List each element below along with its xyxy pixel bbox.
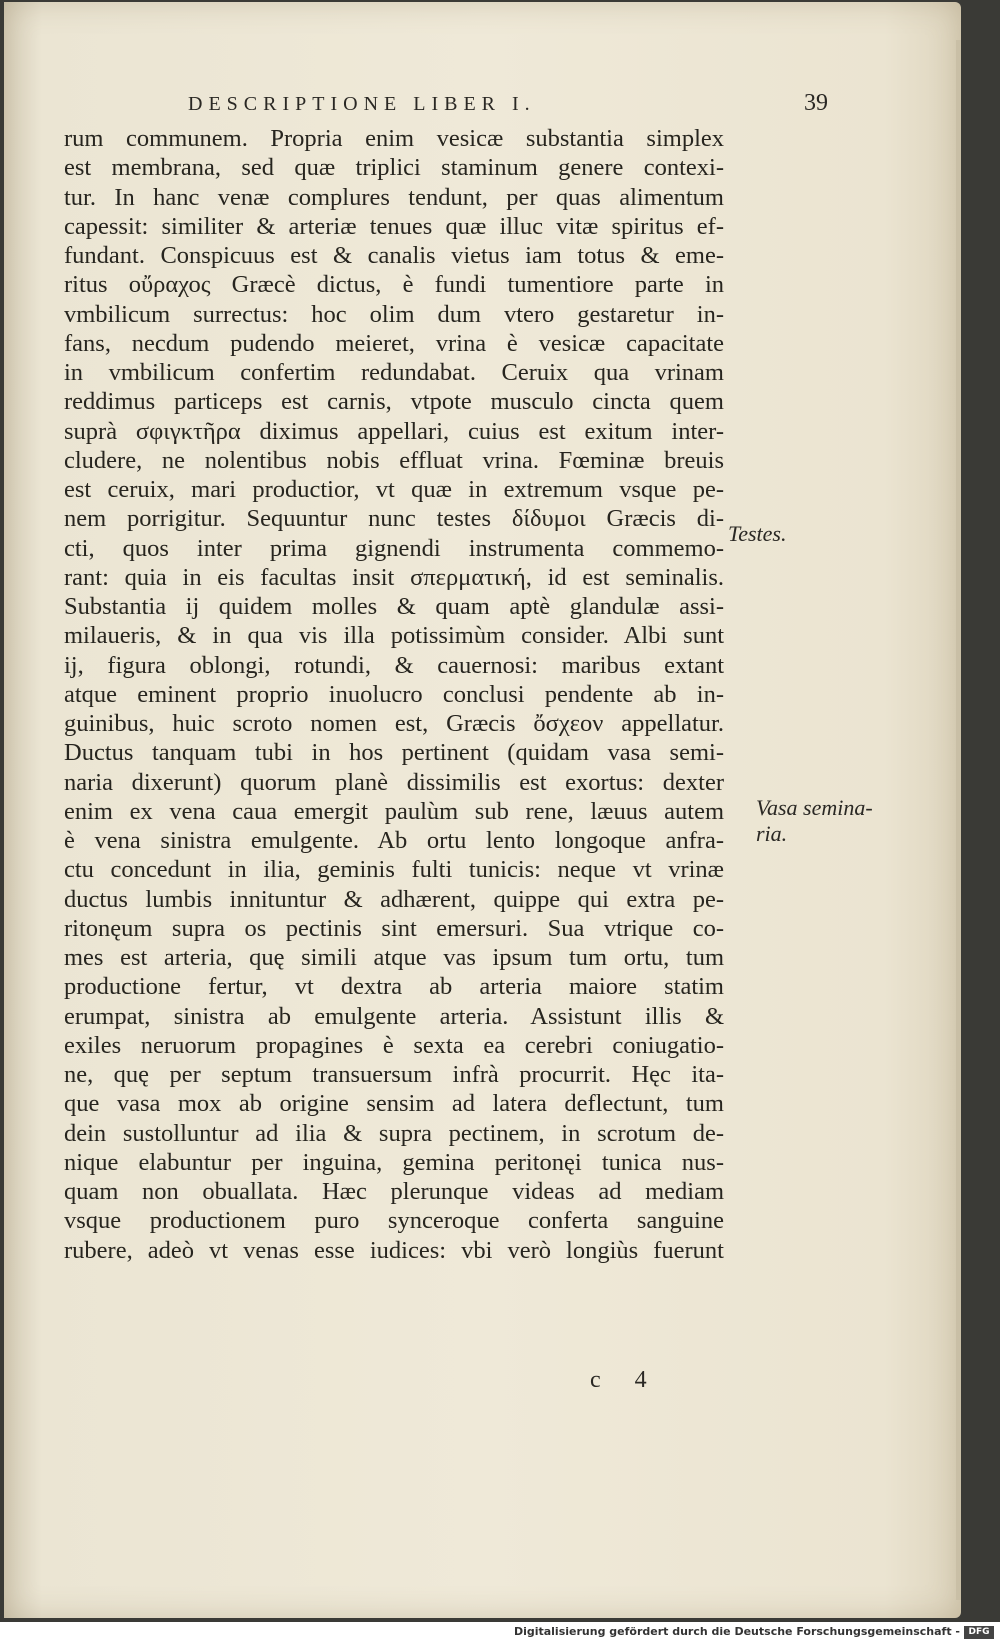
text-line: Substantia ij quidem molles & quam aptè glandulæ assi- xyxy=(64,593,724,620)
funding-credit: Digitalisierung gefördert durch die Deutsche Forschungsgemeinschaft - xyxy=(513,1625,960,1638)
text-line: nique elabuntur per inguina, gemina peritonęi tunica nus- xyxy=(64,1148,724,1176)
margin-note-line: Vasa semina- xyxy=(756,795,873,820)
text-line: vsque productionem puro synceroque conferta sanguine xyxy=(64,1207,724,1235)
margin-note-testes xyxy=(728,521,786,547)
text-line: è vena sinistra emulgente. Ab ortu lento longoque anfra- xyxy=(64,827,724,854)
text-line: tur. In hanc venæ complures tendunt, per quas alimentum xyxy=(64,183,724,211)
text-line: quam non obuallata. Hæc plerunque videas ad mediam xyxy=(64,1178,724,1205)
text-line: rum communem. Propria enim vesicæ substantia simplex xyxy=(64,125,724,152)
text-line: ij, figura oblongi, rotundi, & cauernosi: maribus extant xyxy=(64,651,724,679)
text-line: erumpat, sinistra ab emulgente arteria. Assistunt illis & xyxy=(64,1002,724,1030)
body-text xyxy=(64,124,724,1265)
text-line: capessit: similiter & arteriæ tenues quæ illuc vitæ spiritus ef- xyxy=(64,212,724,240)
text-line: est membrana, sed quæ triplici staminum genere contexi- xyxy=(64,154,724,182)
text-line: rant: quia in eis facultas insit σπερματική, id est seminalis. xyxy=(64,563,724,591)
text-line: atque eminent proprio inuolucro conclusi pendente ab in- xyxy=(64,680,724,708)
running-head: DESCRIPTIONE LIBER I. xyxy=(188,93,536,115)
margin-note-line: Testes. xyxy=(728,521,787,546)
text-line: suprà σφιγκτῆρα diximus appellari, cuius est exitum inter- xyxy=(64,417,724,445)
text-line: ductus lumbis innituntur & adhærent, quippe qui extra pe- xyxy=(64,885,724,913)
text-line: est ceruix, mari productior, vt quæ in extremum vsque pe- xyxy=(64,476,724,503)
text-line: rubere, adeò vt venas esse iudices: vbi verò longiùs fuerunt xyxy=(64,1236,724,1264)
text-line: ctu concedunt in ilia, geminis fulti tunicis: neque vt vrinæ xyxy=(64,856,724,884)
margin-note-line: ria. xyxy=(756,821,788,846)
text-line: naria dixerunt) quorum planè dissimilis est exortus: dexter xyxy=(64,768,724,796)
text-line: guinibus, huic scroto nomen est, Græcis ὄσχεον appellatur. xyxy=(64,710,724,737)
text-line: cludere, ne nolentibus nobis effluat vrina. Fœminæ breuis xyxy=(64,446,724,474)
signature-mark: c 4 xyxy=(590,1367,661,1393)
footer-bar xyxy=(0,1622,1000,1643)
text-line: fundant. Conspicuus est & canalis vietus iam totus & eme- xyxy=(64,242,724,269)
text-line: in vmbilicum confertim redundabat. Ceruix qua vrinam xyxy=(64,359,724,386)
page-header xyxy=(188,90,828,123)
margin-note-vasa-seminaria xyxy=(756,795,873,847)
text-line: ne, quę per septum transuersum infrà procurrit. Hęc ita- xyxy=(64,1061,724,1088)
text-line: productione fertur, vt dextra ab arteria maiore statim xyxy=(64,973,724,1001)
text-line: reddimus particeps est carnis, vtpote musculo cincta quem xyxy=(64,388,724,416)
text-line: que vasa mox ab origine sensim ad latera deflectunt, tum xyxy=(64,1090,724,1118)
text-line: exiles neruorum propagines è sexta ea cerebri coniugatio- xyxy=(64,1031,724,1059)
text-line: fans, necdum pudendo meieret, vrina è vesicæ capacitate xyxy=(64,329,724,357)
page-edge xyxy=(956,40,961,1600)
text-line: vmbilicum surrectus: hoc olim dum vtero gestaretur in- xyxy=(64,300,724,328)
text-line: enim ex vena caua emergit paulùm sub rene, læuus autem xyxy=(64,797,724,825)
text-line: nem porrigitur. Sequuntur nunc testes δίδυμοι Græcis di- xyxy=(64,505,724,533)
text-line: milaueris, & in qua vis illa potissimùm consider. Albi sunt xyxy=(64,622,724,650)
text-line: ritus οὔραχος Græcè dictus, è fundi tumentiore parte in xyxy=(64,271,724,299)
dfg-logo: DFG xyxy=(964,1626,994,1639)
text-line: ritonęum supra os pectinis sint emersuri. Sua vtrique co- xyxy=(64,914,724,942)
text-line: Ductus tanquam tubi in hos pertinent (quidam vasa semi- xyxy=(64,739,724,767)
text-line: dein sustolluntur ad ilia & supra pectinem, in scrotum de- xyxy=(64,1119,724,1147)
page-number: 39 xyxy=(804,90,828,116)
text-line: mes est arteria, quę simili atque vas ipsum tum ortu, tum xyxy=(64,944,724,971)
text-line: cti, quos inter prima gignendi instrumenta commemo- xyxy=(64,534,724,562)
